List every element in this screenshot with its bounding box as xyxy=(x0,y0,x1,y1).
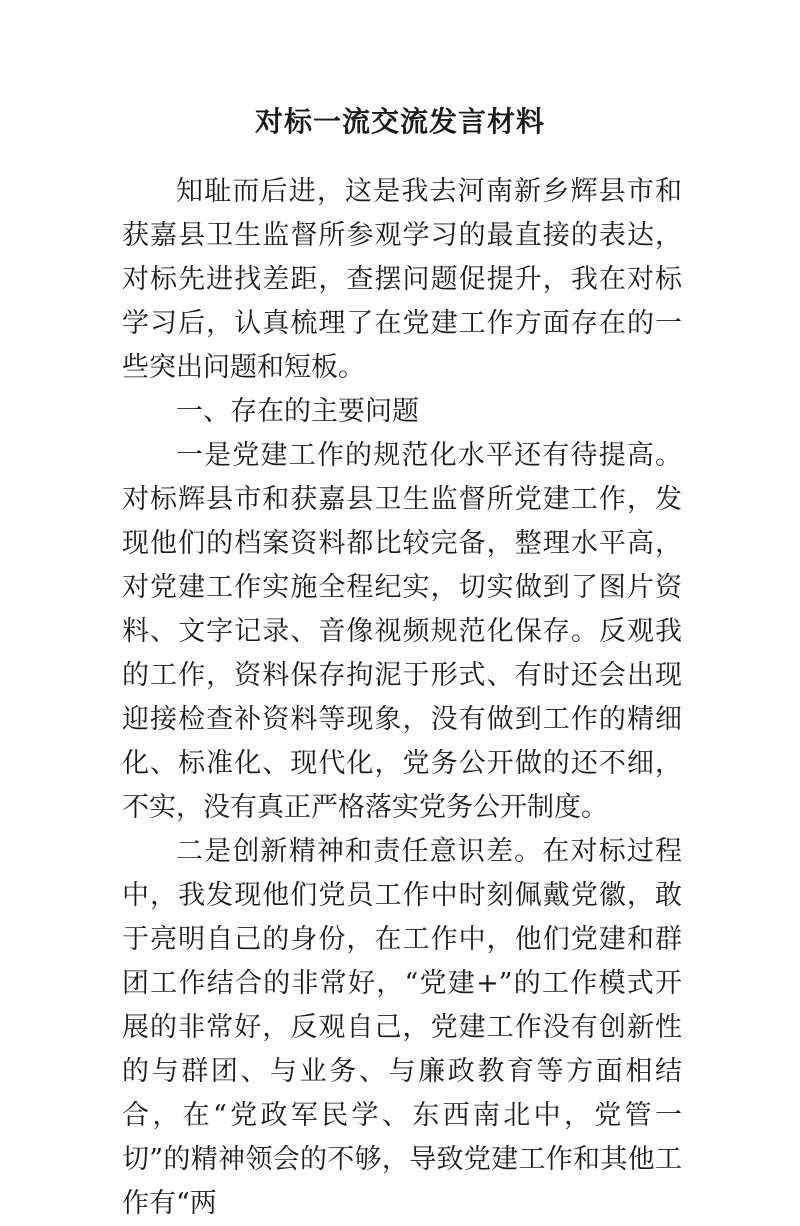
point-one-paragraph: 一是党建工作的规范化水平还有待提高。对标辉县市和获嘉县卫生监督所党建工作，发现他们的档案资料都比较完备，整理水平高，对党建工作实施全程纪实，切实做到了图片资料、文字记录、音像视频规范化保存。反观我的工作，资料保存拘泥于形式、有时还会出现迎接检查补资料等现象，没有做到工作的精细化、标准化、现代化，党务公开做的还不细，不实，没有真正严格落实党务公开制度。 xyxy=(122,440,682,823)
document-body xyxy=(122,170,682,1226)
document-title: 对标一流交流发言材料 xyxy=(254,105,545,138)
point-two-paragraph: 二是创新精神和责任意识差。在对标过程中，我发现他们党员工作中时刻佩戴党徽，敢于亮明自己的身份，在工作中，他们党建和群团工作结合的非常好，“党建+”的工作模式开展的非常好，反观自己，党建工作没有创新性的与群团、与业务、与廉政教育等方面相结合，在“党政军民学、东西南北中，党管一切”的精神领会的不够，导致党建工作和其他工作有“两 xyxy=(122,836,682,1219)
intro-paragraph: 知耻而后进，这是我去河南新乡辉县市和获嘉县卫生监督所参观学习的最直接的表达，对标先进找差距，查摆问题促提升，我在对标学习后，认真梳理了在党建工作方面存在的一些突出问题和短板。 xyxy=(122,176,682,383)
section-heading: 一、存在的主要问题 xyxy=(176,396,419,427)
